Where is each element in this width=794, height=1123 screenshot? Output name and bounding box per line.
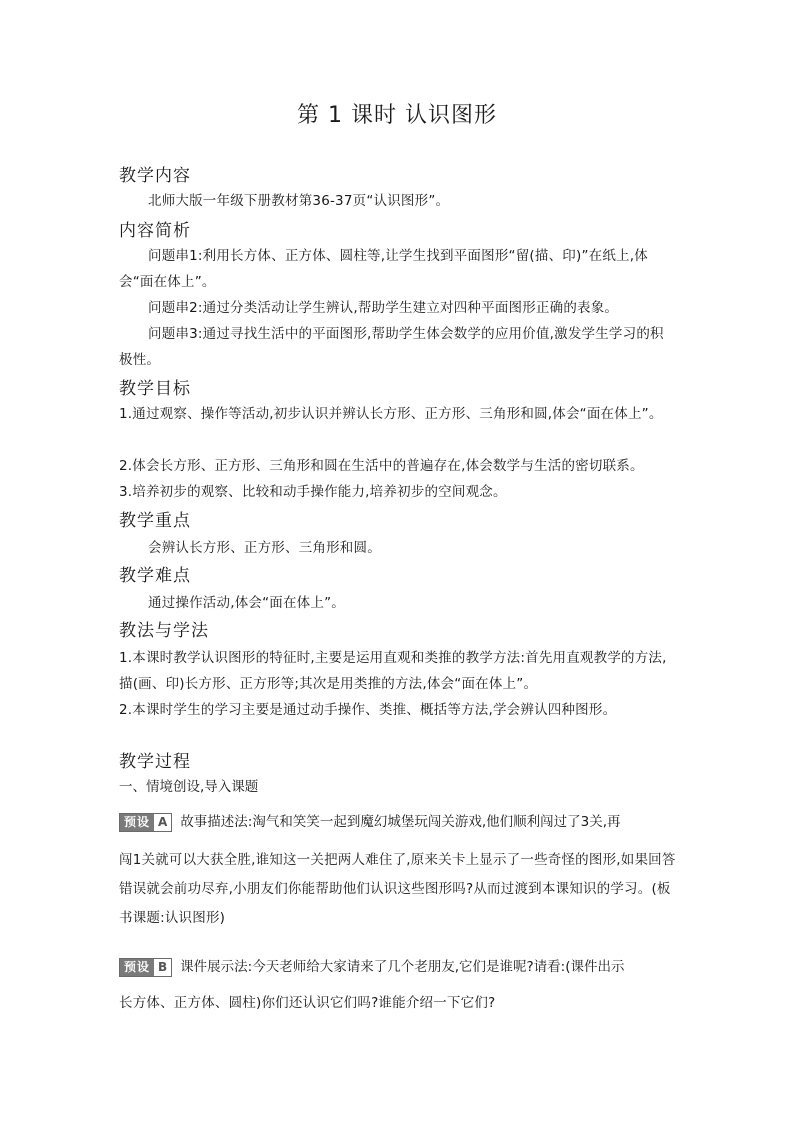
goal-3: 3.培养初步的观察、比较和动手操作能力,培养初步的空间观念。: [119, 484, 507, 500]
heading-teaching-process: 教学过程: [119, 752, 191, 772]
heading-key-points: 教学重点: [119, 511, 191, 531]
preset-a-badge-letter: A: [154, 814, 171, 831]
question-series-1: 问题串1:利用长方体、正方体、圆柱等,让学生找到平面图形“留(描、印)”在纸上,体会“面在体上”。: [119, 248, 648, 290]
preset-b-text: 课件展示法:今天老师给大家请来了几个老朋友,它们是谁呢?请看:(课件出示: [180, 959, 625, 975]
preset-b-badge-letter: B: [154, 959, 171, 976]
preset-b-continuation: 长方体、正方体、圆柱)你们还认识它们吗?谁能介绍一下它们?: [119, 995, 496, 1011]
method-2: 2.本课时学生的学习主要是通过动手操作、类推、概括等方法,学会辨认四种图形。: [119, 702, 617, 718]
goal-2: 2.体会长方形、正方形、三角形和圆在生活中的普遍存在,体会数学与生活的密切联系。: [119, 458, 644, 474]
question-series-2: 问题串2:通过分类活动让学生辨认,帮助学生建立对四种平面图形正确的表象。: [148, 300, 619, 316]
heading-methods: 教法与学法: [119, 621, 209, 641]
page-title: 第 1 课时 认识图形: [297, 103, 497, 128]
preset-a-text: 故事描述法:淘气和笑笑一起到魔幻城堡玩闯关游戏,他们顺利闯过了3关,再: [180, 814, 621, 830]
preset-b-badge: [119, 958, 172, 977]
key-points-text: 会辨认长方形、正方形、三角形和圆。: [148, 540, 381, 556]
preset-a-badge-label: 预设: [120, 814, 154, 831]
heading-content-analysis: 内容简析: [119, 221, 191, 241]
goal-1: 1.通过观察、操作等活动,初步认识并辨认长方形、正方形、三角形和圆,体会“面在体上”。: [119, 406, 663, 422]
method-1: 1.本课时教学认识图形的特征时,主要是运用直观和类推的教学方法:首先用直观教学的方法,描(画、印)长方形、正方形等;其次是用类推的方法,体会“面在体上”。: [119, 650, 667, 692]
difficulty-text: 通过操作活动,体会“面在体上”。: [148, 595, 345, 611]
heading-teaching-goals: 教学目标: [119, 379, 191, 399]
question-series-3: 问题串3:通过寻找生活中的平面图形,帮助学生体会数学的应用价值,激发学生学习的积极性。: [119, 326, 664, 368]
preset-b-badge-label: 预设: [120, 959, 154, 976]
heading-difficulty: 教学难点: [119, 566, 191, 586]
teaching-content-text: 北师大版一年级下册教材第36-37页“认识图形”。: [148, 193, 450, 209]
preset-a-continuation: 闯1关就可以大获全胜,谁知这一关把两人难住了,原来关卡上显示了一些奇怪的图形,如果回答错误就会前功尽弃,小朋友们你能帮助他们认识这些图形吗?从而过渡到本课知识的学习。(板书课题:认识图形): [119, 852, 676, 926]
preset-a-first-line: [119, 811, 679, 833]
preset-a-badge: [119, 813, 172, 832]
preset-b-first-line: [119, 956, 679, 978]
process-step-1: 一、情境创设,导入课题: [119, 779, 259, 795]
heading-teaching-content: 教学内容: [119, 166, 191, 186]
